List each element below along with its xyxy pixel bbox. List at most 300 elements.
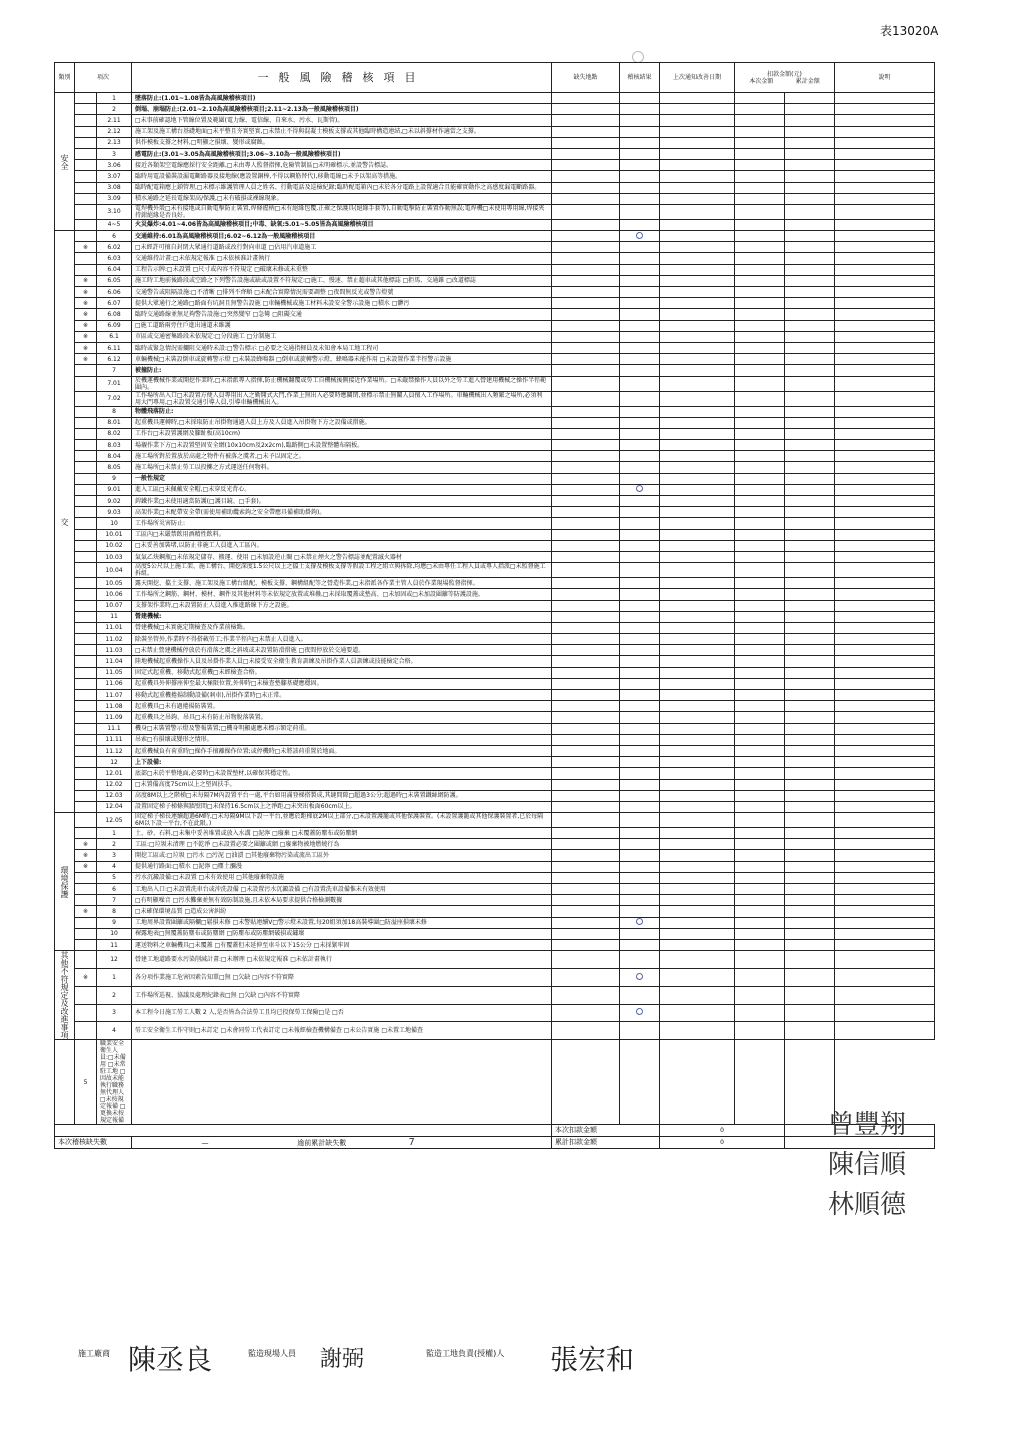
row-item-text: 營建機械: (132, 611, 552, 622)
row-star (75, 678, 97, 689)
row-audit-result (620, 645, 660, 656)
row-audit-result (620, 126, 660, 137)
row-remarks (835, 275, 935, 286)
row-star (75, 253, 97, 264)
header-remarks: 說明 (835, 63, 935, 93)
row-deduct-current (735, 365, 785, 376)
row-code: 7.02 (97, 391, 132, 406)
row-defect-location (552, 813, 620, 828)
row-deduct-cumulative (785, 391, 835, 406)
row-audit-result (620, 563, 660, 578)
header-deduction-current: 本次金額 (749, 77, 774, 85)
row-defect-location (552, 790, 620, 801)
row-deduct-cumulative (785, 148, 835, 159)
row-code: 6 (97, 231, 132, 242)
row-defect-location (552, 342, 620, 353)
row-defect-location (552, 309, 620, 320)
row-defect-location (552, 115, 620, 126)
row-item-text: 工區:□垃圾未清理 □不乾淨 □未設置必要之圍籬或網 □廢棄物被地燃燒行為 (132, 839, 552, 850)
row-deduct-current (735, 611, 785, 622)
row-code: 11.01 (97, 622, 132, 633)
row-star (75, 813, 97, 828)
row-defect-location (552, 939, 620, 950)
row-remarks (835, 551, 935, 562)
row-code: 11.02 (97, 634, 132, 645)
table-row (55, 645, 935, 656)
row-last-notice (660, 906, 735, 917)
row-star (75, 231, 97, 242)
row-defect-location (552, 182, 620, 193)
row-defect-location (552, 667, 620, 678)
row-last-notice (660, 656, 735, 667)
table-row (55, 839, 935, 850)
row-deduct-current (735, 182, 785, 193)
row-code: 11.1 (97, 723, 132, 734)
row-item-text: 勞工安全衛生工作守則□未訂定 □未會同勞工代表訂定 □未報經檢查機構備查 □未公告實施 □未置工地備查 (132, 1022, 552, 1040)
handwritten-note-1: 曾豐翔 (828, 1110, 907, 1140)
row-last-notice (660, 951, 735, 969)
table-row (55, 115, 935, 126)
row-last-notice (660, 104, 735, 115)
row-star (75, 645, 97, 656)
row-star (75, 701, 97, 712)
row-item-text: 積水通路之延長電線架高/保護,□未有破損或裸線現象。 (132, 193, 552, 204)
row-remarks (835, 563, 935, 578)
row-deduct-cumulative (785, 462, 835, 473)
row-audit-result (620, 171, 660, 182)
row-item-text: 施工時工地前後路段或空路之下列警告設施或缺或設置不符規定:□施工、慢速、禁止超車或其他標誌 □拒馬、交通錐 □改道標誌 (132, 275, 552, 286)
row-audit-result (620, 473, 660, 484)
row-defect-location (552, 428, 620, 439)
table-row (55, 160, 935, 171)
row-defect-location (552, 589, 620, 600)
row-last-notice (660, 578, 735, 589)
row-deduct-current (735, 757, 785, 768)
row-deduct-cumulative (785, 928, 835, 939)
row-item-text: 墜落防止:(1.01~1.08皆為高風險稽核項目) (132, 93, 552, 104)
row-defect-location (552, 850, 620, 861)
row-last-notice (620, 1040, 660, 1125)
row-remarks (835, 712, 935, 723)
row-audit-result (620, 287, 660, 298)
row-deduct-cumulative (785, 757, 835, 768)
row-remarks (835, 813, 935, 828)
row-code: 6.11 (97, 342, 132, 353)
row-last-notice (660, 462, 735, 473)
row-deduct-current (735, 906, 785, 917)
row-last-notice (660, 518, 735, 529)
row-defect-location (552, 611, 620, 622)
row-deduct-current (735, 264, 785, 275)
row-last-notice (660, 309, 735, 320)
table-row (55, 417, 935, 428)
row-audit-result (620, 507, 660, 518)
row-star (75, 182, 97, 193)
row-defect-location (552, 917, 620, 928)
row-deduct-current (735, 428, 785, 439)
row-code: 6.09 (97, 320, 132, 331)
cumulative-value: 7 (408, 1136, 415, 1148)
row-defect-location (552, 496, 620, 507)
row-audit-result (620, 986, 660, 1004)
row-star (75, 757, 97, 768)
row-audit-result (620, 723, 660, 734)
row-deduct-current (735, 563, 785, 578)
row-item-text: 臨時交通路線並無足夠警告設施:□突然變窄 □急彎 □阻礙交通 (132, 309, 552, 320)
row-audit-result (620, 968, 660, 986)
row-deduct-current (735, 839, 785, 850)
row-code: 10.01 (97, 529, 132, 540)
row-last-notice (660, 884, 735, 895)
row-star (75, 1004, 97, 1022)
row-defect-location (552, 578, 620, 589)
row-last-notice (660, 801, 735, 812)
row-defect-location (552, 906, 620, 917)
row-defect-location (552, 723, 620, 734)
row-star (75, 801, 97, 812)
row-remarks (835, 828, 935, 839)
row-star (75, 104, 97, 115)
row-deduct-current (735, 850, 785, 861)
row-item-text: 供作模板支撐之材料,□明顯之損壞、變形或腐蝕。 (132, 137, 552, 148)
row-audit-result (620, 182, 660, 193)
row-deduct-current (735, 137, 785, 148)
row-code: 11.09 (97, 712, 132, 723)
row-code: 3.06 (97, 160, 132, 171)
row-audit-result (620, 204, 660, 219)
row-remarks (835, 656, 935, 667)
cumulative-label: 逾前累計缺失數 (297, 1138, 347, 1147)
row-remarks (835, 884, 935, 895)
row-item-text: 交通維持計畫:□未依規定報准 □未依核准計畫執行 (132, 253, 552, 264)
row-code: 5 (97, 872, 132, 883)
category-cell: 安全 (55, 93, 75, 231)
row-defect-location (552, 126, 620, 137)
row-item-text: 起重機具運轉時,□未採取防止吊掛物通過人員上方及人員進入吊掛物下方之設備或措施。 (132, 417, 552, 428)
row-defect-location (552, 264, 620, 275)
row-code: 6 (97, 884, 132, 895)
row-remarks (835, 406, 935, 417)
row-defect-location (552, 204, 620, 219)
row-deduct-cumulative (785, 298, 835, 309)
row-defect-location (552, 622, 620, 633)
table-row (55, 850, 935, 861)
deduct-total-label: 累計扣款金額 (552, 1137, 660, 1149)
row-deduct-current (735, 667, 785, 678)
row-defect-location (552, 779, 620, 790)
row-audit-result (620, 540, 660, 551)
row-last-notice (660, 723, 735, 734)
row-last-notice (660, 839, 735, 850)
row-star (75, 160, 97, 171)
row-remarks (835, 801, 935, 812)
row-remarks (835, 376, 935, 391)
row-item-text: 施工場所□未禁止勞工以投擲之方式運送任何物料。 (132, 462, 552, 473)
row-audit-result (620, 790, 660, 801)
row-last-notice (660, 895, 735, 906)
row-deduct-cumulative (785, 473, 835, 484)
row-remarks (835, 939, 935, 950)
table-row (55, 529, 935, 540)
row-defect-location (552, 656, 620, 667)
row-deduct-current (735, 951, 785, 969)
row-deduct-current (735, 473, 785, 484)
row-deduct-cumulative (785, 690, 835, 701)
row-deduct-current (735, 622, 785, 633)
row-code: 7.01 (97, 376, 132, 391)
row-deduct-cumulative (785, 182, 835, 193)
row-remarks (835, 93, 935, 104)
row-star: ※ (75, 839, 97, 850)
table-row (55, 1022, 935, 1040)
row-defect-location (132, 1040, 552, 1125)
row-last-notice (660, 473, 735, 484)
row-item-text: 銲鐵作業□未使用適當防護(□護目鏡、□手套)。 (132, 496, 552, 507)
row-star (75, 917, 97, 928)
row-star (55, 1040, 75, 1125)
row-deduct-current (735, 391, 785, 406)
row-code: 3.08 (97, 182, 132, 193)
row-code: 11.05 (97, 667, 132, 678)
row-star (75, 667, 97, 678)
deduct-total-value: 0 (660, 1137, 785, 1149)
table-row (55, 723, 935, 734)
table-row (55, 540, 935, 551)
row-code: 8.05 (97, 462, 132, 473)
row-audit-result (620, 518, 660, 529)
site-head-label: 監造工地負責(授權)人 (426, 1349, 505, 1358)
row-last-notice (660, 1004, 735, 1022)
row-star (75, 496, 97, 507)
row-star (75, 376, 97, 391)
row-remarks (835, 126, 935, 137)
row-deduct-current (735, 115, 785, 126)
row-audit-result (620, 231, 660, 242)
row-item-text: 高度8M以上之階梯□未每隔7M內設置平台一處,平台如用滿登梯搭製成,其縫間隙□超過3公分;超過時□未裝置鐵絲網防護。 (132, 790, 552, 801)
row-deduct-current (735, 253, 785, 264)
row-code: 10.05 (97, 578, 132, 589)
row-defect-location (552, 645, 620, 656)
row-deduct-current (735, 518, 785, 529)
supervisor-label: 監造現場人員 (248, 1349, 296, 1358)
table-row (55, 779, 935, 790)
row-remarks (835, 540, 935, 551)
row-item-text: 氣氣乙炔鋼瓶□未依規定儲存、搬運、使用 □未加設逆止閥 □未禁止煙火之警告標誌並配置滅火器材 (132, 551, 552, 562)
row-code: 12 (97, 757, 132, 768)
row-audit-result (620, 391, 660, 406)
row-remarks (835, 342, 935, 353)
row-deduct-current (735, 331, 785, 342)
row-remarks (835, 171, 935, 182)
row-deduct-current (735, 790, 785, 801)
row-code: 8 (97, 906, 132, 917)
row-audit-result (620, 440, 660, 451)
row-deduct-cumulative (785, 171, 835, 182)
row-code: 11.08 (97, 701, 132, 712)
row-code: 6.1 (97, 331, 132, 342)
header-title: 一般風險稽核項目 (132, 63, 552, 93)
row-defect-location (552, 540, 620, 551)
row-star (75, 600, 97, 611)
row-remarks (835, 115, 935, 126)
row-audit-result (620, 895, 660, 906)
row-last-notice (660, 253, 735, 264)
row-defect-location (552, 895, 620, 906)
row-code: 11.12 (97, 745, 132, 756)
row-deduct-cumulative (785, 507, 835, 518)
row-defect-location (552, 600, 620, 611)
row-star (75, 171, 97, 182)
table-row (55, 104, 935, 115)
deduct-current-label: 本次扣款金額 (552, 1125, 660, 1137)
table-row (55, 589, 935, 600)
result-circle-mark (636, 1008, 643, 1015)
row-last-notice (660, 1022, 735, 1040)
table-row (55, 701, 935, 712)
row-deduct-cumulative (785, 917, 835, 928)
row-defect-location (552, 839, 620, 850)
row-deduct-cumulative (785, 779, 835, 790)
row-deduct-current (735, 734, 785, 745)
row-item-text: 露天開挖、擋土支撐、施工架及施工構台組配、模板支撐、鋼構組配等之營造作業,□未指派各作業主管人員於作業現場監督指揮。 (132, 578, 552, 589)
row-last-notice (660, 275, 735, 286)
table-row (55, 801, 935, 812)
row-code: 6.06 (97, 287, 132, 298)
table-row (55, 473, 935, 484)
row-remarks (835, 622, 935, 633)
row-deduct-cumulative (785, 406, 835, 417)
table-row (55, 275, 935, 286)
row-defect-location (552, 104, 620, 115)
row-deduct-current (735, 219, 785, 230)
row-item-text: 裸露地表□無覆蓋防塵布或防塵網 □防塵布或防塵網破損或鏽壞 (132, 928, 552, 939)
row-audit-result (620, 331, 660, 342)
row-item-text: 起重機具外伸撐座伸至最大極限位置,外伸時□未檢查墊腳基礎應穩固。 (132, 678, 552, 689)
row-item-text: 固定梯子梯長連續超過6M時,□未每隔9M以下設一平台,並應於距梯底2M以上部分,□未設置護籠或其他保護裝置。(未設置護籠或其他保護裝置者,已於每隔6M以下設一平台,不在此限。) (132, 813, 552, 828)
row-deduct-cumulative (785, 723, 835, 734)
row-deduct-cumulative (785, 104, 835, 115)
audit-table (54, 62, 935, 1149)
table-row (55, 287, 935, 298)
header-last-notice: 上次通知改善日期 (660, 63, 735, 93)
row-star (75, 872, 97, 883)
row-code: 6.05 (97, 275, 132, 286)
row-last-notice (660, 182, 735, 193)
row-item-text: 一般性規定 (132, 473, 552, 484)
row-star (75, 204, 97, 219)
row-deduct-cumulative (785, 828, 835, 839)
audit-rows (55, 93, 935, 1125)
row-code: 9.03 (97, 507, 132, 518)
row-code: 7 (97, 365, 132, 376)
row-remarks (835, 667, 935, 678)
row-remarks (835, 745, 935, 756)
row-audit-result (620, 264, 660, 275)
table-row (55, 600, 935, 611)
row-deduct-current (735, 723, 785, 734)
row-star: ※ (75, 861, 97, 872)
row-defect-location (552, 678, 620, 689)
row-last-notice (660, 757, 735, 768)
row-defect-location (552, 354, 620, 365)
row-last-notice (660, 600, 735, 611)
row-code: 11.11 (97, 734, 132, 745)
row-last-notice (660, 320, 735, 331)
row-star (75, 578, 97, 589)
row-audit-result (620, 1004, 660, 1022)
row-last-notice (660, 428, 735, 439)
row-remarks (835, 600, 935, 611)
table-row (55, 828, 935, 839)
row-deduct-current (735, 451, 785, 462)
row-last-notice (660, 667, 735, 678)
row-last-notice (660, 589, 735, 600)
row-deduct-cumulative (785, 193, 835, 204)
row-last-notice (660, 540, 735, 551)
row-item-text: 工作場所之鋼筋、鋼材、模材、鋼件及其他材料等未依規定放置或堆疊,□未採取覆蓋或墊高、□未加固或□未加設圍籬等防護設施。 (132, 589, 552, 600)
row-item-text: 開挖工區或:□垃圾 □污水 □污泥 □油漬 □其他廢棄物污染或流出工區外 (132, 850, 552, 861)
row-audit-result (620, 939, 660, 950)
row-defect-location (552, 712, 620, 723)
row-last-notice (660, 204, 735, 219)
row-code: 8.04 (97, 451, 132, 462)
header-audit-result: 稽核結果 (620, 63, 660, 93)
table-row (55, 440, 935, 451)
row-deduct-current (735, 551, 785, 562)
row-defect-location (552, 365, 620, 376)
row-defect-location (552, 231, 620, 242)
row-code: 11 (97, 939, 132, 950)
row-deduct-cumulative (785, 951, 835, 969)
row-code: 6.12 (97, 354, 132, 365)
row-last-notice (660, 634, 735, 645)
row-star (75, 417, 97, 428)
row-defect-location (552, 462, 620, 473)
row-defect-location (552, 219, 620, 230)
row-deduct-cumulative (785, 790, 835, 801)
row-deduct-cumulative (785, 872, 835, 883)
row-star (75, 137, 97, 148)
row-star (75, 126, 97, 137)
row-item-text: □未禁止營建機械停放於有滑落之虞之斜坡或未設置防滑措施 □夜間停放於交通要道。 (132, 645, 552, 656)
row-item-text: 接近各類架空電線應採行安全距離,□未由專人監督指揮,危險管制區□未明確標示,並設警告標誌。 (132, 160, 552, 171)
row-item-text: 上下設備: (132, 757, 552, 768)
row-last-notice (660, 354, 735, 365)
row-audit-result (620, 275, 660, 286)
row-star (75, 264, 97, 275)
row-remarks (835, 701, 935, 712)
row-audit-result (620, 779, 660, 790)
row-last-notice (660, 242, 735, 253)
row-deduct-current (735, 484, 785, 495)
row-defect-location (552, 440, 620, 451)
row-audit-result (620, 253, 660, 264)
row-deduct-current (735, 1004, 785, 1022)
row-last-notice (660, 440, 735, 451)
table-row (55, 365, 935, 376)
table-row (55, 391, 935, 406)
row-item-text: 於機運機械作業或開挖作業時,□未指派專人指揮,防止機械翻覆或勞工自機械後側接近作業場所。□未嚴禁操作人員以外之勞工進入營建用機械之操作半徑範圍內。 (132, 376, 552, 391)
table-row (55, 193, 935, 204)
row-star (75, 518, 97, 529)
row-deduct-cumulative (785, 656, 835, 667)
row-code: 3 (97, 1004, 132, 1022)
row-code: 4~5 (97, 219, 132, 230)
row-item-text: 提供大眾通行之通路□路面有坑洞且無警告設施 □車輛機械或施工材料未設安全警示設施 □積水 □髒污 (132, 298, 552, 309)
row-remarks (835, 518, 935, 529)
row-item-text: 臨時或緊急情況需攔阻交通時未設:□警告標示 □必要之交通指揮員及未知會本局工地工程司 (132, 342, 552, 353)
row-code: 12 (97, 951, 132, 969)
